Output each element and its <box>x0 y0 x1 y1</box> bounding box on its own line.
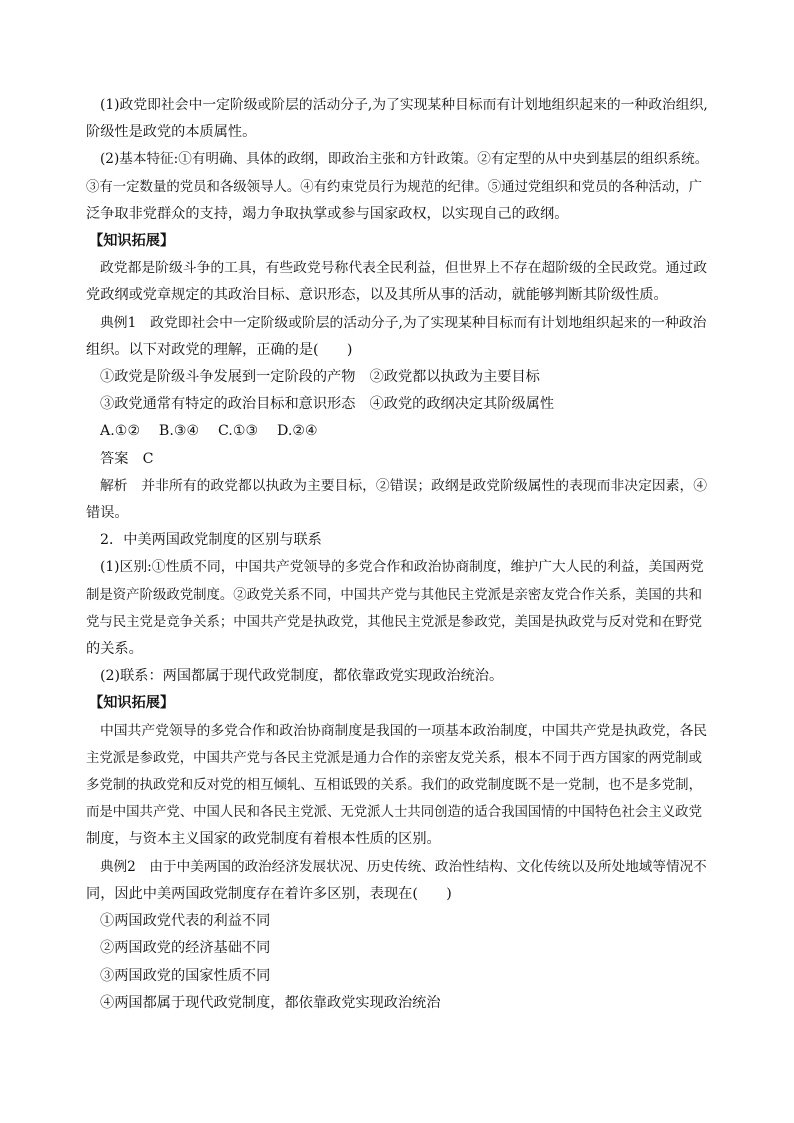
text-line: ③政党通常有特定的政治目标和意识形态 ④政党的政纲决定其阶级属性 <box>100 396 555 413</box>
text-line: 典例1 政党即社会中一定阶级或阶层的活动分子,为了实现某种目标而有计划地组织起来的一种政治 <box>100 314 707 331</box>
text-line: A.①② B.③④ C.①③ D.②④ <box>100 423 318 440</box>
text-line: (1)区别:①性质不同，中国共产党领导的多党合作和政治协商制度，维护广大人民的利益，美国两党 <box>100 559 704 576</box>
text-line: (2)联系：两国都属于现代政党制度，都依靠政党实现政治统治。 <box>100 668 504 685</box>
text-line: (1)政党即社会中一定阶级或阶层的活动分子,为了实现某种目标而有计划地组织起来的一种政治组织, <box>100 97 708 113</box>
text-line: 2．中美两国政党制度的区别与联系 <box>100 532 322 549</box>
text-line: 典例2 由于中美两国的政治经济发展状况、历史传统、政治性结构、文化传统以及所处地域等情况不 <box>100 858 707 875</box>
text-line: ③两国政党的国家性质不同 <box>100 967 271 984</box>
text-line: ③有一定数量的党员和各级领导人。④有约束党员行为规范的纪律。⑤通过党组织和党员的各种活动，广 <box>86 179 702 195</box>
text-line: (2)基本特征:①有明确、具体的政纲，即政治主张和方针政策。②有定型的从中央到基层的组织系统。 <box>100 151 709 168</box>
text-line: 组织。以下对政党的理解，正确的是( ) <box>86 341 353 358</box>
text-line: 解析 并非所有的政党都以执政为主要目标，②错误；政纲是政党阶级属性的表现而非决定因素，④ <box>100 477 708 494</box>
text-line: 阶级性是政党的本质属性。 <box>86 124 257 141</box>
text-line: ④两国都属于现代政党制度，都依靠政党实现政治统治 <box>100 994 441 1011</box>
text-line: 制是资产阶级政党制度。②政党关系不同，中国共产党与其他民主党派是亲密友党合作关系，美国的共和 <box>86 587 702 603</box>
section-heading: 【知识拓展】 <box>89 695 175 712</box>
text-line: 泛争取非党群众的支持，竭力争取执掌或参与国家政权，以实现自己的政纲。 <box>86 205 569 222</box>
text-line: ②两国政党的经济基础不同 <box>100 940 271 957</box>
text-line: ①政党是阶级斗争发展到一定阶段的产物 ②政党都以执政为主要目标 <box>100 369 540 386</box>
document-body <box>0 92 794 1017</box>
section-heading: 【知识拓展】 <box>89 233 175 250</box>
text-line: 的关系。 <box>86 641 143 658</box>
text-line: 而是中国共产党、中国人民和各民主党派、无党派人士共同创造的适合我国国情的中国特色社会主义政党 <box>86 805 702 821</box>
text-line: ①两国政党代表的利益不同 <box>100 913 271 930</box>
text-line: 多党制的执政党和反对党的相互倾轧、互相诋毁的关系。我们的政党制度既不是一党制，也不是多党制， <box>86 778 702 794</box>
text-line: 答案 C <box>100 450 154 467</box>
text-line: 制度，与资本主义国家的政党制度有着根本性质的区别。 <box>86 831 441 848</box>
text-line: 党与民主党是竞争关系；中国共产党是执政党，其他民主党派是参政党，美国是执政党与反对党和在野党 <box>86 614 702 630</box>
text-line: 主党派是参政党，中国共产党与各民主党派是通力合作的亲密友党关系，根本不同于西方国家的两党制或 <box>86 750 702 766</box>
text-line: 错误。 <box>86 505 129 522</box>
text-line: 党政纲或党章规定的其政治目标、意识形态，以及其所从事的活动，就能够判断其阶级性质。 <box>86 287 668 304</box>
text-line: 中国共产党领导的多党合作和政治协商制度是我国的一项基本政治制度，中国共产党是执政党，各民 <box>100 722 708 739</box>
text-line: 同，因此中美两国政党制度存在着许多区别，表现在( ) <box>86 885 452 902</box>
text-line: 政党都是阶级斗争的工具，有些政党号称代表全民利益，但世界上不存在超阶级的全民政党。通过政 <box>100 260 708 277</box>
